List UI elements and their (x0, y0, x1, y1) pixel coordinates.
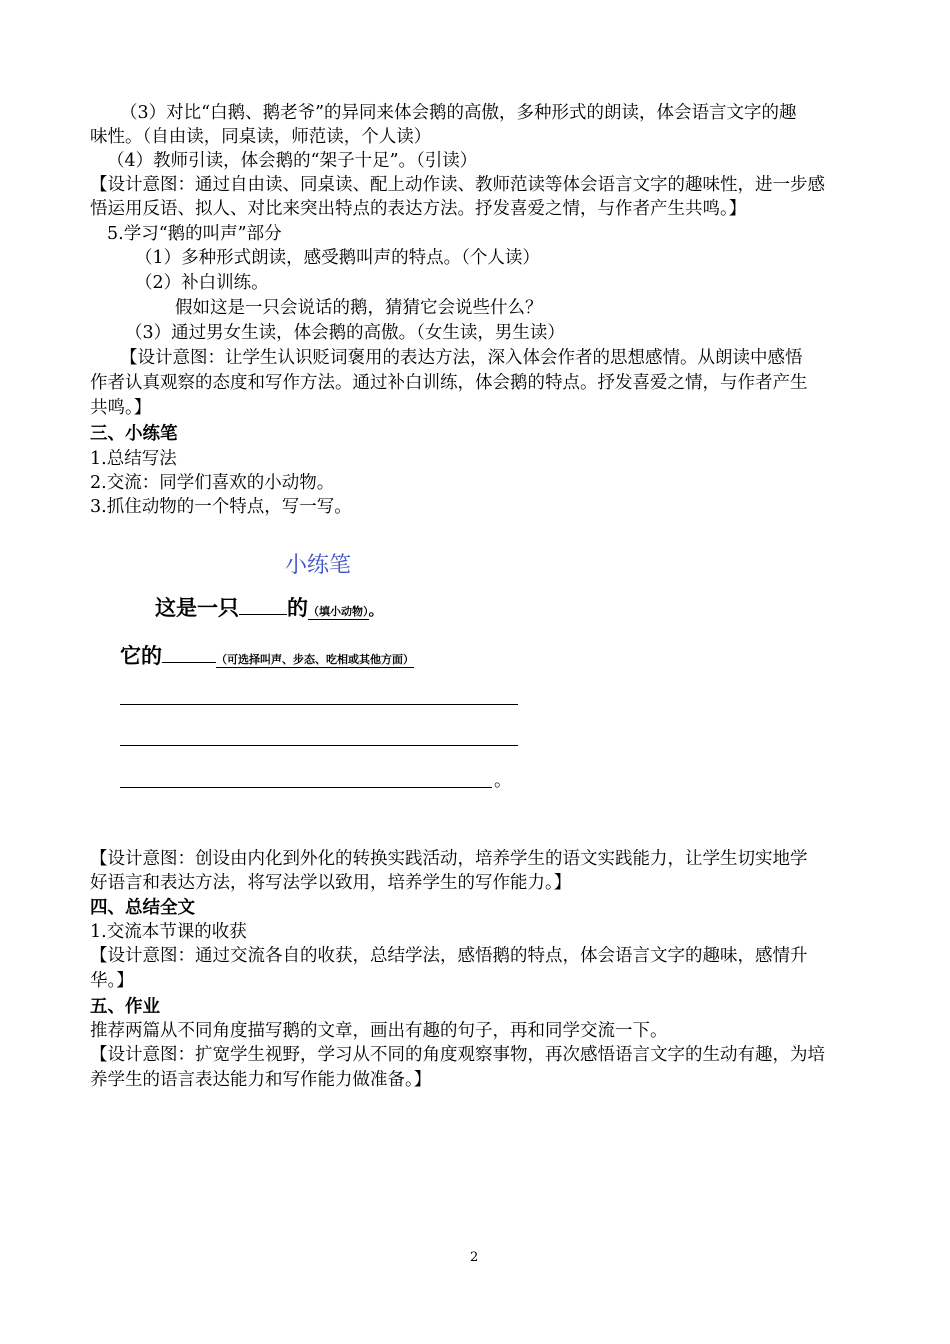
text-line: （2）补白训练。 (135, 273, 269, 293)
worksheet-period: 。 (368, 601, 384, 619)
text-line: 假如这是一只会说话的鹅，猜猜它会说些什么？ (175, 298, 543, 318)
section-heading: 四、总结全文 (90, 898, 195, 918)
text-line: （1）多种形式朗读，感受鹅叫声的特点。（个人读） (135, 248, 540, 268)
text-line: 推荐两篇从不同角度描写鹅的文章，画出有趣的句子，再和同学交流一下。 (90, 1021, 668, 1041)
text-line: （3）对比“白鹅、鹅老爷”的异同来体会鹅的高傲，多种形式的朗读，体会语言文字的趣 (120, 103, 797, 123)
worksheet-line-2 (120, 640, 414, 670)
design-intent: 【设计意图：让学生认识贬词褒用的表达方法，深入体会作者的思想感情。从朗读中感悟 (120, 348, 803, 368)
worksheet-prompt: 它的 (120, 644, 162, 668)
design-intent: 养学生的语言表达能力和写作能力做准备。】 (90, 1070, 432, 1090)
worksheet-end-mark: 。 (494, 771, 512, 791)
text-line: 1.总结写法 (90, 449, 177, 469)
section-heading: 五、作业 (90, 997, 160, 1017)
hint-note: （填小动物） (308, 605, 369, 618)
design-intent: 【设计意图：通过交流各自的收获，总结学法，感悟鹅的特点，体会语言文字的趣味，感情升 (90, 946, 808, 966)
page-number: 2 (470, 1250, 479, 1265)
design-intent: 作者认真观察的态度和写作方法。通过补白训练，体会鹅的特点。抒发喜爱之情，与作者产生 (90, 373, 808, 393)
design-intent: 共鸣。】 (90, 398, 152, 418)
text-line: 1.交流本节课的收获 (90, 922, 247, 942)
design-intent: 好语言和表达方法，将写法学以致用，培养学生的写作能力。】 (90, 873, 572, 893)
text-line: 3.抓住动物的一个特点，写一写。 (90, 497, 352, 517)
subsection-heading: 5.学习“鹅的叫声”部分 (107, 224, 282, 244)
fill-blank (162, 662, 216, 663)
text-line: 味性。（自由读，同桌读，师范读，个人读） (90, 127, 432, 147)
worksheet-prompt: 的 (287, 596, 308, 620)
writing-line (120, 787, 492, 788)
text-line: （3）通过男女生读，体会鹅的高傲。（女生读，男生读） (125, 323, 565, 343)
design-intent: 【设计意图：通过自由读、同桌读、配上动作读、教师范读等体会语言文字的趣味性，进一步感 (90, 175, 825, 195)
section-heading: 三、小练笔 (90, 424, 178, 444)
design-intent: 悟运用反语、拟人、对比来突出特点的表达方法。抒发喜爱之情，与作者产生共鸣。】 (90, 199, 747, 219)
worksheet-prompt: 这是一只 (155, 596, 239, 620)
design-intent: 华。】 (90, 971, 134, 991)
design-intent: 【设计意图：创设由内化到外化的转换实践活动，培养学生的语文实践能力，让学生切实地学 (90, 849, 808, 869)
fill-blank (239, 614, 287, 615)
writing-line (120, 745, 518, 746)
hint-note: （可选择叫声、步态、吃相或其他方面） (216, 653, 414, 666)
text-line: （4）教师引读，体会鹅的“架子十足”。（引读） (107, 151, 478, 171)
worksheet-title: 小练笔 (285, 553, 352, 578)
worksheet-line-1 (155, 592, 384, 622)
design-intent: 【设计意图：扩宽学生视野，学习从不同的角度观察事物，再次感悟语言文字的生动有趣，为培 (90, 1045, 825, 1065)
writing-line (120, 704, 518, 705)
text-line: 2.交流：同学们喜欢的小动物。 (90, 473, 335, 493)
